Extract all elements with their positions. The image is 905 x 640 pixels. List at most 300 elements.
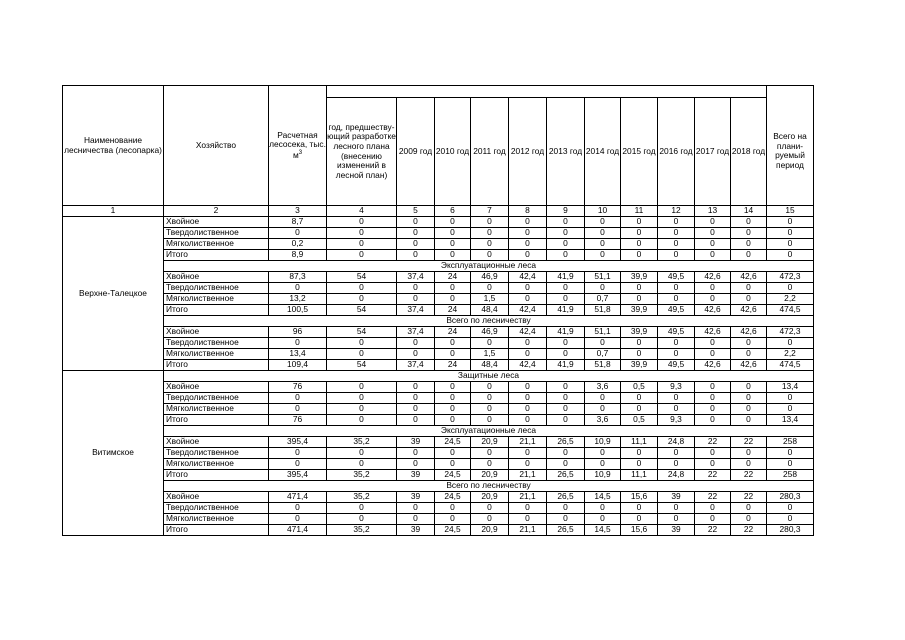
year-cell: 0 [658, 228, 695, 239]
calc-cut-cell: 0,2 [269, 239, 327, 250]
year-cell: 26,5 [547, 470, 585, 481]
year-cell: 0 [585, 448, 621, 459]
year-cell: 39,9 [621, 360, 658, 371]
year-cell: 14,5 [585, 525, 621, 536]
table-row [63, 294, 814, 305]
table-row [63, 404, 814, 415]
year-cell: 39 [397, 492, 435, 503]
year-cell: 0 [621, 349, 658, 360]
year-cell: 0 [435, 349, 471, 360]
year-cell: 0 [621, 250, 658, 261]
year-cell: 39 [397, 470, 435, 481]
year-cell: 24 [435, 272, 471, 283]
year-cell: 0 [509, 459, 547, 470]
year-cell: 0 [547, 217, 585, 228]
table-row [63, 228, 814, 239]
economy-type: Мягколиственное [164, 294, 269, 305]
year-cell: 49,5 [658, 360, 695, 371]
year-cell: 22 [695, 492, 731, 503]
year-cell: 3,6 [585, 382, 621, 393]
year-cell: 48,4 [471, 360, 509, 371]
year-cell: 0 [731, 514, 767, 525]
year-cell: 21,1 [509, 492, 547, 503]
year-cell: 37,4 [397, 272, 435, 283]
prev-year-cell: 35,2 [327, 492, 397, 503]
year-cell: 0 [547, 250, 585, 261]
year-cell: 0 [547, 415, 585, 426]
calc-cut-cell: 76 [269, 415, 327, 426]
year-cell: 0,5 [621, 382, 658, 393]
year-cell: 0 [547, 503, 585, 514]
year-cell: 42,6 [731, 272, 767, 283]
calc-cut-cell: 8,7 [269, 217, 327, 228]
year-cell: 0 [621, 514, 658, 525]
economy-type: Мягколиственное [164, 514, 269, 525]
year-cell: 0 [509, 349, 547, 360]
table-row [63, 272, 814, 283]
total-cell: 474,5 [767, 360, 814, 371]
year-cell: 10,9 [585, 470, 621, 481]
year-cell: 0 [695, 459, 731, 470]
year-cell: 0 [621, 459, 658, 470]
year-cell: 11,1 [621, 437, 658, 448]
year-cell: 0 [471, 415, 509, 426]
table-row [63, 360, 814, 371]
year-cell: 0 [621, 404, 658, 415]
year-cell: 41,9 [547, 272, 585, 283]
prev-year-cell: 0 [327, 239, 397, 250]
column-number: 6 [435, 206, 471, 217]
table-row [63, 437, 814, 448]
calc-cut-cell: 395,4 [269, 470, 327, 481]
year-cell: 0 [509, 448, 547, 459]
year-cell: 0 [731, 250, 767, 261]
year-cell: 42,6 [695, 272, 731, 283]
section-row [63, 481, 814, 492]
year-cell: 20,9 [471, 437, 509, 448]
table-body [63, 86, 814, 536]
year-cell: 0 [585, 404, 621, 415]
prev-year-cell: 54 [327, 272, 397, 283]
year-cell: 0 [658, 448, 695, 459]
year-cell: 0 [731, 459, 767, 470]
column-number: 11 [621, 206, 658, 217]
year-cell: 0,7 [585, 349, 621, 360]
year-cell: 0 [695, 393, 731, 404]
year-cell: 0 [509, 393, 547, 404]
calc-cut-cell: 0 [269, 228, 327, 239]
table-row [63, 514, 814, 525]
prev-year-cell: 54 [327, 360, 397, 371]
year-cell: 0 [731, 415, 767, 426]
year-cell: 0 [547, 349, 585, 360]
year-cell: 42,6 [731, 327, 767, 338]
total-cell: 2,2 [767, 349, 814, 360]
year-cell: 26,5 [547, 525, 585, 536]
year-cell: 0 [658, 404, 695, 415]
section-title: Эксплуатационные леса [164, 426, 814, 437]
year-cell: 0 [658, 239, 695, 250]
year-cell: 0 [658, 338, 695, 349]
economy-type: Твердолиственное [164, 228, 269, 239]
economy-type: Хвойное [164, 382, 269, 393]
calc-cut-cell: 109,4 [269, 360, 327, 371]
calc-cut-cell: 471,4 [269, 492, 327, 503]
prev-year-cell: 0 [327, 283, 397, 294]
prev-year-cell: 0 [327, 404, 397, 415]
year-cell: 41,9 [547, 327, 585, 338]
year-cell: 0 [547, 228, 585, 239]
prev-year-cell: 0 [327, 514, 397, 525]
year-cell: 20,9 [471, 492, 509, 503]
section-row [63, 316, 814, 327]
total-cell: 0 [767, 404, 814, 415]
calc-cut-cell: 0 [269, 283, 327, 294]
year-cell: 0 [509, 338, 547, 349]
year-cell: 0 [585, 393, 621, 404]
calc-cut-cell: 471,4 [269, 525, 327, 536]
year-cell: 0 [658, 349, 695, 360]
total-cell: 0 [767, 393, 814, 404]
year-cell: 0 [621, 283, 658, 294]
prev-year-cell: 35,2 [327, 470, 397, 481]
year-cell: 0 [435, 382, 471, 393]
table-row [63, 283, 814, 294]
header-years-group [327, 86, 767, 98]
table-row [63, 239, 814, 250]
table-row [63, 393, 814, 404]
prev-year-cell: 0 [327, 217, 397, 228]
table-row [63, 459, 814, 470]
header-year: 2015 год [621, 98, 658, 206]
column-number: 10 [585, 206, 621, 217]
year-cell: 0 [509, 382, 547, 393]
economy-type: Хвойное [164, 437, 269, 448]
year-cell: 0 [547, 338, 585, 349]
year-cell: 0 [397, 250, 435, 261]
year-cell: 0 [695, 503, 731, 514]
economy-type: Итого [164, 415, 269, 426]
year-cell: 51,8 [585, 360, 621, 371]
year-cell: 0 [435, 459, 471, 470]
allowable-cut-table [62, 85, 814, 536]
year-cell: 0 [471, 217, 509, 228]
year-cell: 0 [585, 514, 621, 525]
year-cell: 11,1 [621, 470, 658, 481]
prev-year-cell: 54 [327, 305, 397, 316]
year-cell: 0 [509, 415, 547, 426]
year-cell: 0 [621, 338, 658, 349]
year-cell: 46,9 [471, 327, 509, 338]
economy-type: Хвойное [164, 217, 269, 228]
economy-type: Итого [164, 250, 269, 261]
year-cell: 9,3 [658, 415, 695, 426]
column-number: 9 [547, 206, 585, 217]
header-prev-year: год, предшеству-ющий разработке лесного плана (внесению изменений в лесной план) [327, 98, 397, 206]
total-cell: 0 [767, 228, 814, 239]
column-number: 14 [731, 206, 767, 217]
year-cell: 0 [731, 404, 767, 415]
year-cell: 0 [435, 338, 471, 349]
year-cell: 49,5 [658, 305, 695, 316]
year-cell: 0 [435, 228, 471, 239]
year-cell: 0 [509, 250, 547, 261]
year-cell: 37,4 [397, 360, 435, 371]
prev-year-cell: 35,2 [327, 437, 397, 448]
year-cell: 0 [397, 448, 435, 459]
year-cell: 41,9 [547, 360, 585, 371]
year-cell: 24,5 [435, 525, 471, 536]
year-cell: 0 [471, 338, 509, 349]
year-cell: 22 [731, 492, 767, 503]
prev-year-cell: 0 [327, 503, 397, 514]
year-cell: 0 [621, 503, 658, 514]
year-cell: 0 [695, 448, 731, 459]
header-year: 2014 год [585, 98, 621, 206]
year-cell: 39 [658, 492, 695, 503]
year-cell: 0 [585, 283, 621, 294]
header-year: 2013 год [547, 98, 585, 206]
year-cell: 0 [658, 250, 695, 261]
table-row [63, 349, 814, 360]
year-cell: 0 [435, 283, 471, 294]
year-cell: 0 [397, 338, 435, 349]
header-year: 2018 год [731, 98, 767, 206]
year-cell: 42,6 [695, 305, 731, 316]
year-cell: 0 [731, 448, 767, 459]
year-cell: 15,6 [621, 492, 658, 503]
year-cell: 51,1 [585, 272, 621, 283]
total-cell: 13,4 [767, 382, 814, 393]
economy-type: Твердолиственное [164, 503, 269, 514]
calc-cut-cell: 87,3 [269, 272, 327, 283]
total-cell: 280,3 [767, 492, 814, 503]
calc-cut-cell: 0 [269, 459, 327, 470]
year-cell: 42,6 [731, 305, 767, 316]
table-row [63, 470, 814, 481]
calc-cut-cell: 0 [269, 404, 327, 415]
year-cell: 0 [731, 239, 767, 250]
year-cell: 0 [547, 404, 585, 415]
year-cell: 0 [658, 283, 695, 294]
total-cell: 474,5 [767, 305, 814, 316]
year-cell: 0 [471, 459, 509, 470]
prev-year-cell: 0 [327, 294, 397, 305]
total-cell: 258 [767, 437, 814, 448]
year-cell: 0 [397, 294, 435, 305]
prev-year-cell: 0 [327, 228, 397, 239]
header-year: 2011 год [471, 98, 509, 206]
table-row [63, 217, 814, 228]
year-cell: 0 [471, 228, 509, 239]
year-cell: 0 [435, 294, 471, 305]
calc-cut-cell: 13,2 [269, 294, 327, 305]
year-cell: 0 [435, 393, 471, 404]
column-number: 3 [269, 206, 327, 217]
section-title: Всего по лесничеству [164, 481, 814, 492]
calc-cut-cell: 0 [269, 514, 327, 525]
column-number: 15 [767, 206, 814, 217]
calc-cut-cell: 0 [269, 503, 327, 514]
prev-year-cell: 0 [327, 393, 397, 404]
year-cell: 0 [695, 228, 731, 239]
economy-type: Мягколиственное [164, 459, 269, 470]
economy-type: Твердолиственное [164, 338, 269, 349]
year-cell: 0 [397, 514, 435, 525]
header-calc-cut [269, 86, 327, 206]
year-cell: 0 [547, 283, 585, 294]
year-cell: 0 [695, 239, 731, 250]
year-cell: 0 [397, 404, 435, 415]
year-cell: 39,9 [621, 327, 658, 338]
year-cell: 0 [621, 393, 658, 404]
total-cell: 13,4 [767, 415, 814, 426]
prev-year-cell: 0 [327, 459, 397, 470]
year-cell: 0 [585, 503, 621, 514]
table-row [63, 503, 814, 514]
column-number: 12 [658, 206, 695, 217]
year-cell: 0 [509, 404, 547, 415]
year-cell: 37,4 [397, 305, 435, 316]
year-cell: 0 [471, 239, 509, 250]
header-calc-cut-text: Расчетная лесосека, тыс. м [269, 129, 326, 160]
year-cell: 0,5 [621, 415, 658, 426]
header-total: Всего на плани-руемый период [767, 98, 814, 206]
year-cell: 48,4 [471, 305, 509, 316]
year-cell: 0 [397, 283, 435, 294]
year-cell: 0 [547, 459, 585, 470]
column-number: 8 [509, 206, 547, 217]
year-cell: 20,9 [471, 525, 509, 536]
year-cell: 0 [658, 514, 695, 525]
year-cell: 20,9 [471, 470, 509, 481]
header-year: 2012 год [509, 98, 547, 206]
year-cell: 0 [397, 459, 435, 470]
year-cell: 0 [435, 415, 471, 426]
year-cell: 0 [695, 338, 731, 349]
calc-cut-cell: 0 [269, 448, 327, 459]
year-cell: 0 [731, 393, 767, 404]
year-cell: 24,5 [435, 437, 471, 448]
section-title: Всего по лесничеству [164, 316, 814, 327]
year-cell: 0 [621, 448, 658, 459]
year-cell: 0 [397, 217, 435, 228]
year-cell: 0 [509, 239, 547, 250]
calc-cut-cell: 0 [269, 393, 327, 404]
year-cell: 39,9 [621, 272, 658, 283]
year-cell: 0 [397, 228, 435, 239]
year-cell: 0 [547, 294, 585, 305]
year-cell: 0 [435, 514, 471, 525]
section-title: Защитные леса [164, 371, 814, 382]
year-cell: 42,4 [509, 327, 547, 338]
year-cell: 0 [585, 338, 621, 349]
year-cell: 0 [471, 514, 509, 525]
prev-year-cell: 0 [327, 382, 397, 393]
year-cell: 42,4 [509, 305, 547, 316]
year-cell: 42,6 [695, 360, 731, 371]
year-cell: 0 [658, 294, 695, 305]
year-cell: 24 [435, 327, 471, 338]
year-cell: 0 [397, 393, 435, 404]
column-number: 7 [471, 206, 509, 217]
forestry-name: Витимское [63, 371, 164, 536]
year-cell: 39 [397, 437, 435, 448]
year-cell: 1,5 [471, 349, 509, 360]
prev-year-cell: 0 [327, 250, 397, 261]
year-cell: 0 [621, 294, 658, 305]
economy-type: Итого [164, 360, 269, 371]
year-cell: 0 [435, 217, 471, 228]
economy-type: Мягколиственное [164, 239, 269, 250]
year-cell: 0 [695, 404, 731, 415]
year-cell: 24 [435, 305, 471, 316]
year-cell: 0 [658, 503, 695, 514]
total-cell: 0 [767, 448, 814, 459]
economy-type: Мягколиственное [164, 349, 269, 360]
table-row [63, 448, 814, 459]
table-row [63, 415, 814, 426]
total-cell: 0 [767, 283, 814, 294]
year-cell: 0 [585, 239, 621, 250]
total-cell: 0 [767, 459, 814, 470]
prev-year-cell: 0 [327, 415, 397, 426]
column-number: 1 [63, 206, 164, 217]
forestry-name: Верхне-Талецкое [63, 217, 164, 371]
year-cell: 0 [695, 415, 731, 426]
year-cell: 0 [471, 382, 509, 393]
economy-type: Хвойное [164, 327, 269, 338]
year-cell: 39 [397, 525, 435, 536]
table-row [63, 525, 814, 536]
year-cell: 0 [397, 382, 435, 393]
economy-type: Итого [164, 470, 269, 481]
calc-cut-cell: 76 [269, 382, 327, 393]
year-cell: 0 [731, 503, 767, 514]
year-cell: 22 [695, 525, 731, 536]
year-cell: 0 [731, 228, 767, 239]
prev-year-cell: 0 [327, 448, 397, 459]
year-cell: 0 [435, 239, 471, 250]
year-cell: 0 [658, 217, 695, 228]
prev-year-cell: 0 [327, 338, 397, 349]
year-cell: 39,9 [621, 305, 658, 316]
year-cell: 0 [695, 250, 731, 261]
year-cell: 0 [621, 239, 658, 250]
prev-year-cell: 54 [327, 327, 397, 338]
year-cell: 3,6 [585, 415, 621, 426]
year-cell: 0 [621, 228, 658, 239]
header-year: 2017 год [695, 98, 731, 206]
year-cell: 0 [585, 228, 621, 239]
economy-type: Хвойное [164, 272, 269, 283]
year-cell: 0 [695, 349, 731, 360]
year-cell: 0 [397, 349, 435, 360]
section-row [63, 261, 814, 272]
total-cell: 0 [767, 338, 814, 349]
year-cell: 0 [509, 228, 547, 239]
year-cell: 0 [397, 239, 435, 250]
header-calc-cut-sup: 3 [298, 149, 303, 156]
year-cell: 49,5 [658, 272, 695, 283]
year-cell: 0 [731, 217, 767, 228]
table-row [63, 492, 814, 503]
year-cell: 0 [731, 382, 767, 393]
year-cell: 21,1 [509, 525, 547, 536]
year-cell: 0 [397, 415, 435, 426]
year-cell: 42,4 [509, 272, 547, 283]
economy-type: Твердолиственное [164, 393, 269, 404]
